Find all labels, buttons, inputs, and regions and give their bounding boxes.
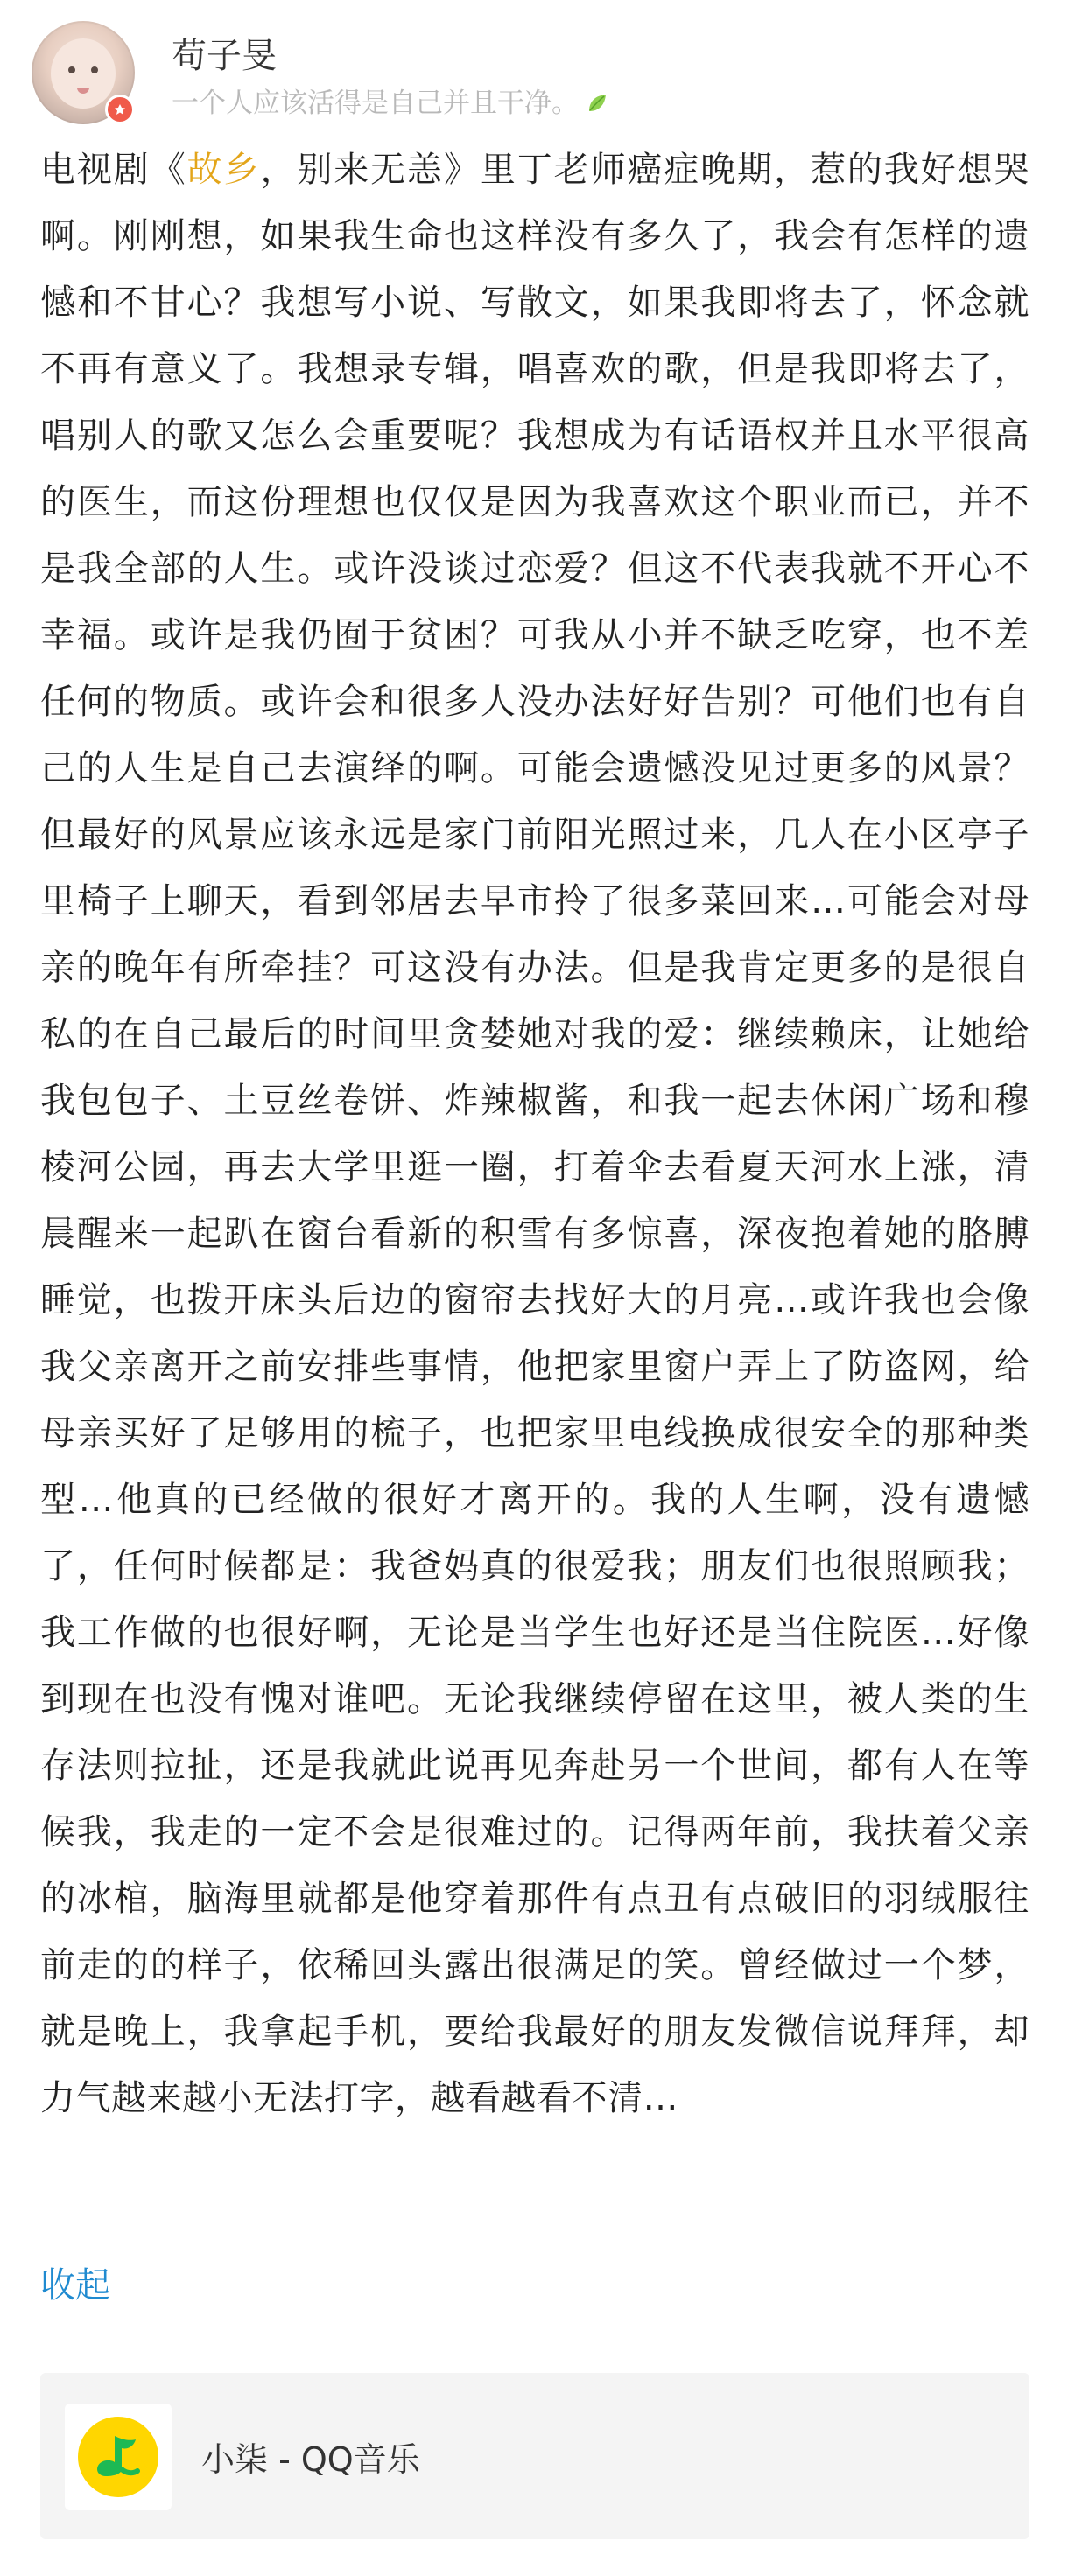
leaf-icon: [586, 92, 608, 115]
qq-music-icon: [65, 2404, 172, 2510]
avatar-eye-left: [68, 66, 75, 74]
music-title: 小柒 - QQ音乐: [201, 2440, 420, 2479]
post-text-body: ，别来无恙》里丁老师癌症晚期，惹的我好想哭啊。刚刚想，如果我生命也这样没有多久了，我会有怎样的遗憾和不甘心？我想写小说、写散文，如果我即将去了，怀念就不再有意义了。我想录专辑，唱喜欢的歌，但是我即将去了，唱别人的歌又怎么会重要呢？我想成为有话语权并且水平很高的医生，而这份理想也仅仅是因为我喜欢这个职业而已，并不是我全部的人生。或许没谈过恋爱？但这不代表我就不开心不幸福。或许是我仍囿于贫困？可我从小并不缺乏吃穿，也不差任何的物质。或许会和很多人没办法好好告别？可他们也有自己的人生是自己去演绎的啊。可能会遗憾没见过更多的风景？但最好的风景应该永远是家门前阳光照过来，几人在小区亭子里椅子上聊天，看到邻居去早市拎了很多菜回来…可能会对母亲的晚年有所牵挂？可这没有办法。但是我肯定更多的是很自私的在自己最后的时间里贪婪她对我的爱：继续赖床，让她给我包包子、土豆丝卷饼、炸辣椒酱，和我一起去休闲广场和穆棱河公园，再去大学里逛一圈，打着伞去看夏天河水上涨，清晨醒来一起趴在窗台看新的积雪有多惊喜，深夜抱着她的胳膊睡觉，也拨开床头后边的窗帘去找好大的月亮…或许我也会像我父亲离开之前安排些事情，他把家里窗户弄上了防盗网，给母亲买好了足够用的梳子，也把家里电线换成很安全的那种类型…他真的已经做的很好才离开的。我的人生啊，没有遗憾了，任何时候都是：我爸妈真的很爱我；朋友们也很照顾我；我工作做的也很好啊，无论是当学生也好还是当住院医…好像到现在也没有愧对谁吧。无论我继续停留在这里，被人类的生存法则拉扯，还是我就此说再见奔赴另一个世间，都有人在等候我，我走的一定不会是很难过的。记得两年前，我扶着父亲的冰棺，脑海里就都是他穿着那件有点丑有点破旧的羽绒服往前走的的样子，依稀回头露出很满足的笑。曾经做过一个梦，就是晚上，我拿起手机，要给我最好的朋友发微信说拜拜，却力气越来越小无法打字，越看越看不清…: [40, 150, 1030, 2118]
author-name[interactable]: 苟子旻: [172, 36, 277, 76]
verified-badge-icon: [105, 94, 135, 124]
author-signature: [172, 80, 608, 120]
post-header: [32, 21, 1038, 126]
collapse-button[interactable]: 收起: [40, 2265, 110, 2306]
music-card[interactable]: [40, 2373, 1029, 2539]
avatar-face: [51, 38, 116, 108]
post-text: [40, 136, 1029, 2132]
topic-link[interactable]: 故乡: [186, 150, 261, 190]
signature-text: 一个人应该活得是自己并且干净。: [172, 88, 579, 119]
avatar-eye-right: [91, 66, 98, 74]
post-text-prefix: 电视剧《: [40, 150, 187, 190]
